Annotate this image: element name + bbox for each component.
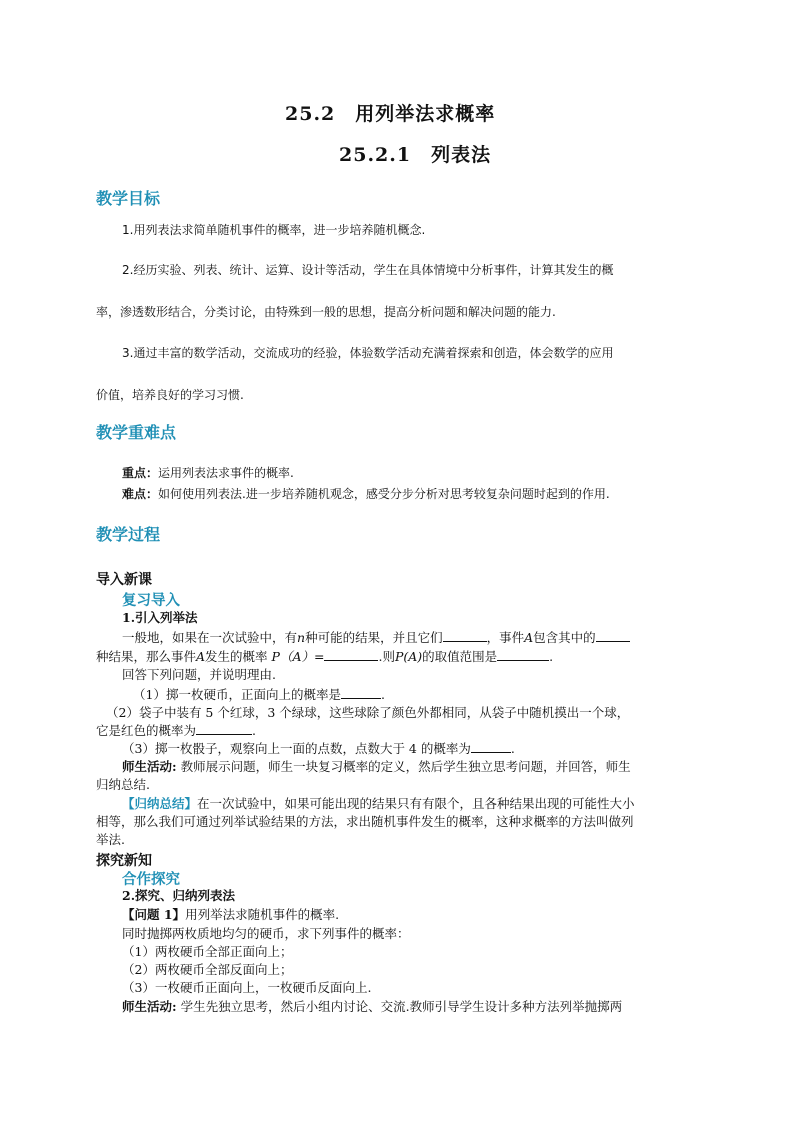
intro-heading: 导入新课 [96, 572, 152, 588]
key-point-line [122, 465, 294, 481]
explore-heading: 探究新知 [96, 853, 152, 869]
key-point-text: 运用列表法求事件的概率. [158, 466, 294, 480]
summary-label: 【归纳总结】 [122, 796, 198, 811]
answer-blank[interactable] [196, 722, 252, 735]
answer-blank[interactable] [497, 648, 549, 661]
key-point-label: 重点： [122, 466, 159, 480]
objective-item-3-line-1: 3.通过丰富的数学活动，交流成功的经验，体验数学活动充满着探索和创造，体会数学的应用 [122, 346, 614, 360]
review-heading: 复习导入 [122, 593, 180, 609]
answer-instruction: 回答下列问题，并说明理由. [122, 667, 276, 682]
problem-1-question-2: （2）两枚硬币全部反面向上； [122, 962, 293, 977]
problem-1-question-1: （1）两枚硬币全部正面向上； [122, 944, 293, 959]
keypoints-heading: 教学重难点 [96, 423, 177, 442]
question-3: （3）掷一枚骰子，观察向上一面的点数，点数大于 4 的概率为 . [122, 741, 515, 756]
objectives-heading: 教学目标 [96, 189, 161, 208]
problem-1-question-3: （3）一枚硬币正面向上，一枚硬币反面向上. [122, 980, 372, 995]
objective-item-2-line-2: 率，渗透数形结合，分类讨论，由特殊到一般的思想，提高分析问题和解决问题的能力. [96, 305, 556, 319]
problem-1-label: 【问题 1】 [122, 907, 186, 922]
question-2-line-2: 它是红色的概率为 . [96, 723, 256, 738]
answer-blank[interactable] [324, 648, 378, 661]
definition-line-1: 一般地，如果在一次试验中，有n种可能的结果，并且它们 ，事件A包含其中的 [122, 629, 630, 646]
lesson-title: 25.2 用列举法求概率 [285, 103, 496, 125]
problem-1-intro: 同时抛掷两枚质地均匀的硬币，求下列事件的概率： [122, 926, 410, 941]
cooperation-heading: 合作探究 [122, 872, 180, 888]
question-2-line-1: （2）袋子中装有 5 个红球，3 个绿球，这些球除了颜色外都相同，从袋子中随机摸出一个球， [106, 705, 630, 720]
question-1: （1）掷一枚硬币，正面向上的概率是 . [133, 687, 385, 702]
summary-line-3: 举法. [96, 832, 125, 847]
objective-item-1: 1.用列表法求简单随机事件的概率，进一步培养随机概念. [122, 223, 426, 237]
answer-blank[interactable] [596, 629, 630, 642]
problem-1: 【问题 1】用列举法求随机事件的概率. [122, 907, 340, 922]
difficult-point-text: 如何使用列表法.进一步培养随机观念，感受分步分析对思考较复杂问题时起到的作用. [158, 487, 610, 501]
activity-1-line-2: 归纳总结. [96, 777, 150, 792]
process-heading: 教学过程 [96, 525, 161, 544]
objective-item-2-line-1: 2.经历实验、列表、统计、运算、设计等活动，学生在具体情境中分析事件，计算其发生的概 [122, 263, 614, 277]
difficult-point-line [122, 486, 610, 502]
answer-blank[interactable] [341, 686, 381, 699]
answer-blank[interactable] [471, 740, 511, 753]
summary-line-2: 相等，那么我们可通过列举试验结果的方法，求出随机事件发生的概率，这种求概率的方法叫做列 [96, 814, 634, 829]
objective-item-3-line-2: 价值，培养良好的学习习惯. [96, 388, 244, 402]
answer-blank[interactable] [443, 629, 487, 642]
activity-label: 师生活动: [122, 999, 177, 1014]
difficult-point-label: 难点： [122, 487, 159, 501]
lesson-subtitle: 25.2.1 列表法 [339, 144, 492, 166]
activity-2-line: 师生活动: 学生先独立思考，然后小组内讨论、交流.教师引导学生设计多种方法列举抛掷两 [122, 999, 623, 1014]
summary-line-1: 【归纳总结】在一次试验中，如果可能出现的结果只有有限个，且各种结果出现的可能性大小 [122, 796, 635, 811]
step-1-title: 1.引入列举法 [122, 610, 198, 625]
activity-label: 师生活动: [122, 759, 177, 774]
step-2-title: 2.探究、归纳列表法 [122, 888, 236, 903]
definition-line-2: 种结果，那么事件A发生的概率 P（A）= .则P(A)的取值范围是 . [96, 649, 554, 664]
activity-1-line-1: 师生活动: 教师展示问题，师生一块复习概率的定义，然后学生独立思考问题，并回答，师生 [122, 759, 631, 774]
